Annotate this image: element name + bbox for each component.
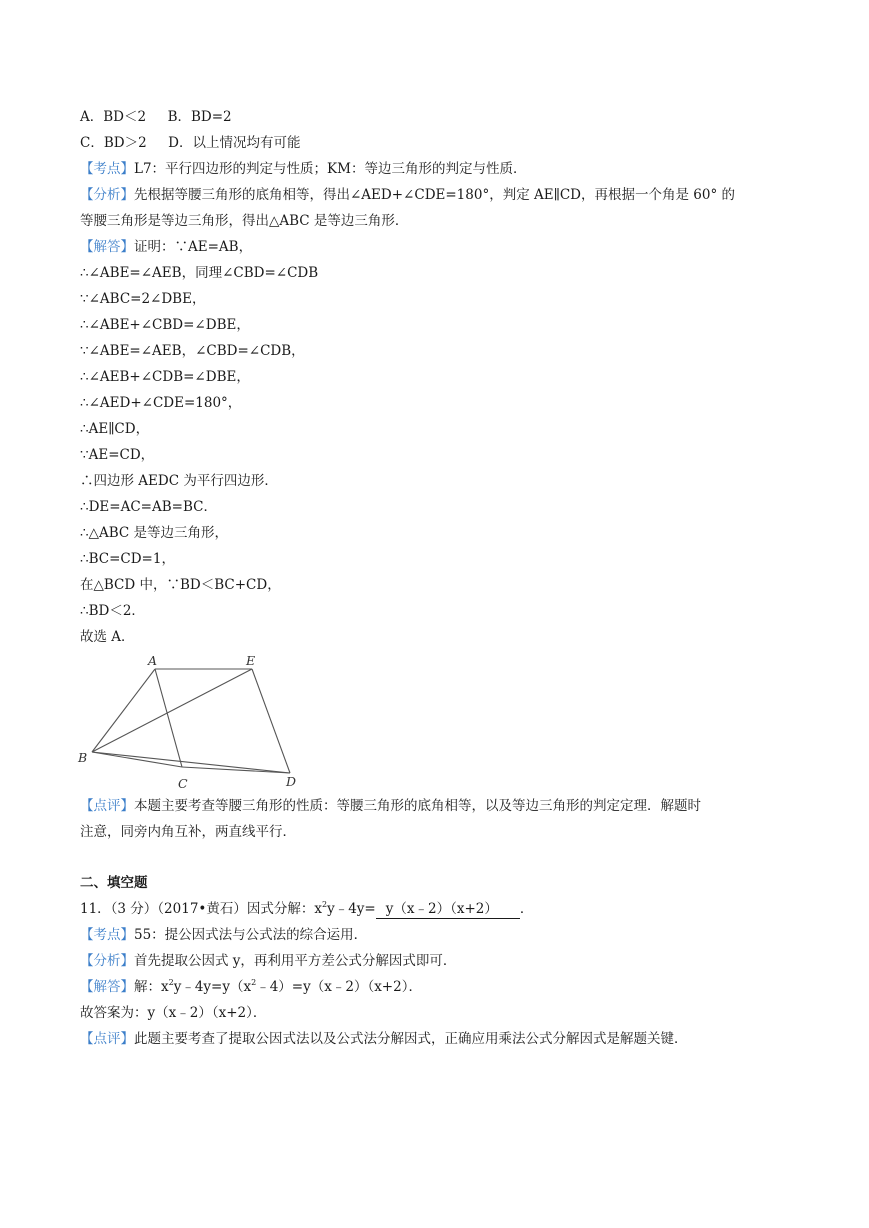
vertex-label-c: C (178, 776, 188, 791)
dianping-tag: 【点评】 (80, 798, 134, 814)
proof-step: ∴BC=CD=1， (80, 551, 175, 567)
segment-cd (182, 767, 290, 773)
option-b: B．BD=2 (167, 109, 232, 125)
q11-stem-prefix: 11．（3 分）（2017•黄石）因式分解：x (80, 901, 322, 917)
q11-stem-end: ． (519, 901, 534, 917)
jieda-part-a: 解：x (134, 979, 169, 995)
proof-step: ∵∠ABC=2∠DBE， (80, 291, 206, 307)
proof-step: ∴DE=AC=AB=BC． (80, 499, 217, 515)
jieda-text-1: 证明：∵AE=AB， (134, 239, 253, 255)
fenxi-text-1: 先根据等腰三角形的底角相等，得出∠AED+∠CDE=180°，判定 AE∥CD，再根据一个角是 60° 的 (134, 187, 735, 203)
q10-kaodian (80, 160, 526, 178)
proof-step: ∴△ABC 是等边三角形， (80, 525, 229, 541)
section-title: 二、填空题 (80, 875, 148, 891)
kaodian-tag: 【考点】 (80, 161, 134, 177)
segment-eb (92, 669, 252, 752)
segment-bd (92, 752, 290, 773)
proof-step: ∵AE=CD， (80, 447, 155, 463)
fenxi-text-2: 等腰三角形是等边三角形，得出△ABC 是等边三角形． (80, 213, 409, 229)
q10-dianping-1 (80, 797, 701, 815)
q11-jieda (80, 978, 422, 996)
q10-fenxi-2 (80, 212, 408, 230)
proof-step: ∴∠AED+∠CDE=180°， (80, 395, 242, 411)
vertex-label-e: E (246, 653, 256, 668)
superscript-2: 2 (322, 900, 328, 909)
jieda-tag: 【解答】 (80, 979, 134, 995)
options-row-1 (80, 108, 232, 126)
jieda-tag: 【解答】 (80, 239, 134, 255)
vertex-label-b: B (78, 750, 88, 765)
q11-stem-mid: y﹣4y= (327, 901, 376, 917)
option-d: D．以上情况均有可能 (168, 135, 301, 151)
q10-jieda-1 (80, 238, 252, 256)
dianping-text-2: 注意，同旁内角互补，两直线平行． (80, 824, 296, 840)
q11-fenxi (80, 952, 456, 970)
vertex-label-d: D (286, 774, 297, 789)
proof-step: ∴BD＜2． (80, 603, 145, 619)
q11-stem (80, 900, 533, 918)
proof-step: ∴∠ABE+∠CBD=∠DBE， (80, 317, 250, 333)
fenxi-tag: 【分析】 (80, 187, 134, 203)
proof-step: ∴∠ABE=∠AEB，同理∠CBD=∠CDB (80, 265, 319, 281)
segment-ed (252, 669, 290, 773)
q11-final-answer: 故答案为：y（x﹣2）（x+2）． (80, 1005, 267, 1021)
superscript-2: 2 (168, 978, 174, 987)
proof-step: ∴∠AEB+∠CDB=∠DBE， (80, 369, 250, 385)
jieda-part-c: ﹣4）=y（x﹣2）（x+2）． (256, 979, 422, 995)
dianping-text: 此题主要考查了提取公因式法以及公式法分解因式，正确应用乘法公式分解因式是解题关键． (134, 1031, 688, 1047)
superscript-2: 2 (251, 978, 257, 987)
segment-ac (155, 669, 182, 767)
proof-step: ∴四边形 AEDC 为平行四边形． (80, 473, 278, 489)
dianping-text-1: 本题主要考查等腰三角形的性质：等腰三角形的底角相等，以及等边三角形的判定定理．解题时 (134, 798, 701, 814)
jieda-part-b: y﹣4y=y（x (173, 979, 252, 995)
kaodian-text: 55：提公因式法与公式法的综合运用． (134, 927, 368, 943)
dianping-tag: 【点评】 (80, 1031, 134, 1047)
proof-step: ∵∠ABE=∠AEB，∠CBD=∠CDB， (80, 343, 305, 359)
options-row-2 (80, 134, 300, 152)
proof-step: 故选 A． (80, 629, 135, 645)
q10-fenxi-1 (80, 186, 735, 204)
q11-dianping (80, 1030, 688, 1048)
option-c: C．BD＞2 (80, 135, 147, 151)
option-a: A．BD＜2 (80, 109, 147, 125)
segment-bc (92, 752, 182, 767)
kaodian-tag: 【考点】 (80, 927, 134, 943)
fenxi-tag: 【分析】 (80, 953, 134, 969)
proof-step: ∴AE∥CD， (80, 421, 150, 437)
geometry-figure (72, 652, 312, 792)
fenxi-text: 首先提取公因式 y，再利用平方差公式分解因式即可． (134, 953, 457, 969)
kaodian-text: L7：平行四边形的判定与性质；KM：等边三角形的判定与性质． (134, 161, 527, 177)
vertex-label-a: A (148, 653, 158, 668)
q11-kaodian (80, 926, 367, 944)
q11-answer-blank: y（x﹣2）（x+2） (376, 901, 520, 919)
segment-ab (92, 669, 155, 752)
q10-dianping-2 (80, 823, 296, 841)
proof-step: 在△BCD 中，∵BD＜BC+CD， (80, 577, 281, 593)
